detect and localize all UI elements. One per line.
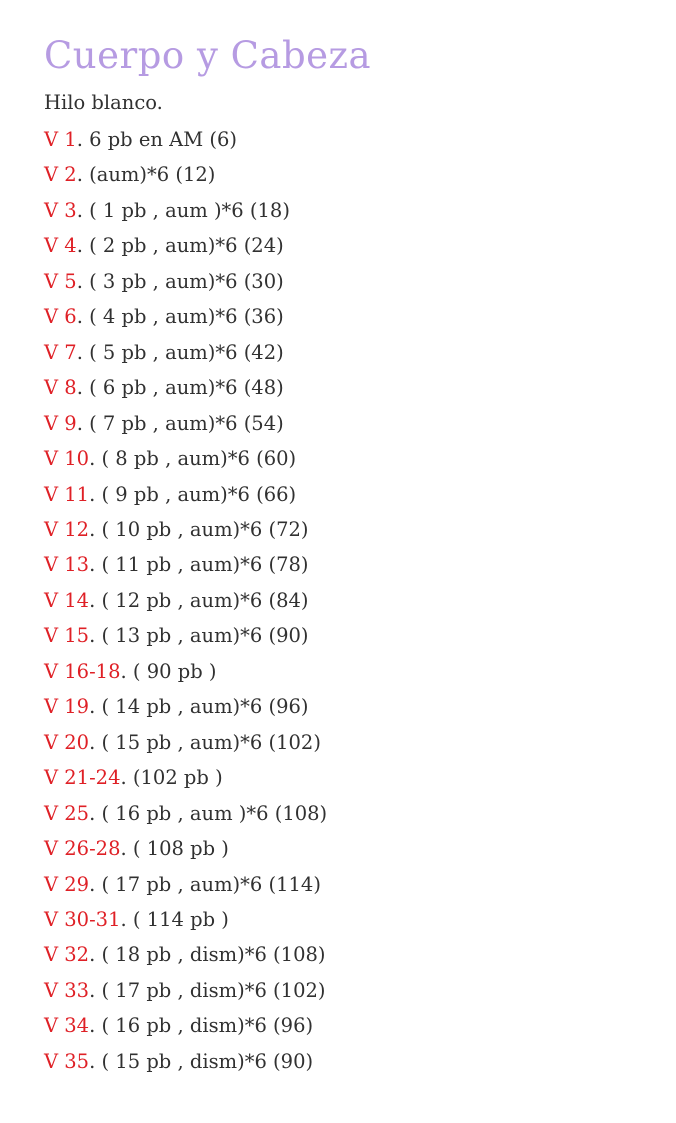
row-number: V 3 (44, 198, 77, 222)
row-separator: . (89, 447, 102, 471)
pattern-row (44, 725, 646, 760)
pattern-row (44, 370, 646, 405)
row-instruction: ( 18 pb , dism)*6 (108) (101, 943, 326, 967)
row-instruction: ( 6 pb , aum)*6 (48) (89, 376, 284, 400)
row-separator: . (76, 411, 90, 435)
row-instruction: ( 2 pb , aum)*6 (24) (89, 234, 284, 258)
row-separator: . (76, 376, 90, 400)
row-instruction: ( 7 pb , aum)*6 (54) (89, 411, 284, 435)
row-number: V 8 (44, 376, 77, 400)
pattern-row (44, 760, 646, 795)
row-number: V 15 (44, 624, 90, 648)
pattern-row (44, 654, 646, 689)
pattern-row (44, 796, 646, 831)
pattern-row (44, 157, 646, 192)
row-number: V 21-24 (44, 766, 121, 790)
pattern-row (44, 831, 646, 866)
row-separator: . (76, 163, 90, 187)
row-number: V 2 (44, 163, 77, 187)
row-instruction: (102 pb ) (132, 766, 223, 790)
row-separator: . (120, 907, 133, 931)
pattern-row (44, 867, 646, 902)
row-instruction: ( 12 pb , aum)*6 (84) (101, 588, 309, 612)
row-instruction: ( 1 pb , aum )*6 (18) (89, 198, 290, 222)
row-instruction: ( 9 pb , aum)*6 (66) (101, 482, 297, 506)
row-separator: . (120, 659, 133, 683)
row-number: V 25 (44, 801, 90, 825)
page-title: Cuerpo y Cabeza (44, 34, 372, 77)
pattern-row (44, 1008, 646, 1043)
row-separator: . (89, 1014, 102, 1038)
row-number: V 26-28 (44, 837, 121, 861)
row-number: V 5 (44, 269, 77, 293)
row-instruction: ( 15 pb , dism)*6 (90) (101, 1049, 314, 1073)
row-number: V 29 (44, 872, 90, 896)
row-separator: . (76, 269, 90, 293)
row-instruction: ( 14 pb , aum)*6 (96) (101, 695, 309, 719)
row-number: V 34 (44, 1014, 90, 1038)
row-number: V 4 (44, 234, 77, 258)
pattern-row (44, 193, 646, 228)
row-separator: . (89, 482, 102, 506)
pattern-row (44, 583, 646, 618)
pattern-row (44, 937, 646, 972)
pattern-row (44, 689, 646, 724)
row-separator: . (89, 553, 102, 577)
pattern-row (44, 441, 646, 476)
row-instruction: ( 90 pb ) (132, 659, 217, 683)
row-separator: . (89, 588, 102, 612)
row-separator: . (120, 766, 133, 790)
row-separator: . (89, 517, 102, 541)
pattern-row (44, 122, 646, 157)
intro-text: Hilo blanco. (44, 91, 163, 114)
pattern-rows (44, 122, 646, 1079)
row-separator: . (76, 128, 90, 151)
row-separator: . (89, 1049, 102, 1073)
row-number: V 35 (44, 1049, 90, 1073)
pattern-row (44, 618, 646, 653)
row-separator: . (89, 801, 102, 825)
row-instruction: ( 4 pb , aum)*6 (36) (89, 305, 284, 329)
row-instruction: ( 108 pb ) (132, 837, 229, 861)
row-separator: . (89, 730, 102, 754)
pattern-row (44, 406, 646, 441)
row-instruction: ( 5 pb , aum)*6 (42) (89, 340, 284, 364)
row-number: V 9 (44, 411, 77, 435)
row-instruction: ( 114 pb ) (132, 907, 229, 931)
row-number: V 7 (44, 340, 77, 364)
row-number: V 13 (44, 553, 90, 577)
row-number: V 10 (44, 447, 90, 471)
row-separator: . (89, 978, 102, 1002)
row-separator: . (89, 943, 102, 967)
row-number: V 14 (44, 588, 90, 612)
row-separator: . (89, 624, 102, 648)
pattern-row (44, 1044, 646, 1079)
pattern-row (44, 902, 646, 937)
row-separator: . (76, 234, 90, 258)
row-instruction: ( 10 pb , aum)*6 (72) (101, 517, 309, 541)
pattern-row (44, 973, 646, 1008)
row-instruction: ( 15 pb , aum)*6 (102) (101, 730, 321, 754)
row-number: V 33 (44, 978, 90, 1002)
row-separator: . (120, 837, 133, 861)
pattern-row (44, 228, 646, 263)
pattern-row (44, 512, 646, 547)
row-separator: . (76, 305, 90, 329)
row-instruction: ( 17 pb , dism)*6 (102) (101, 978, 326, 1002)
row-number: V 12 (44, 517, 90, 541)
row-instruction: ( 11 pb , aum)*6 (78) (101, 553, 309, 577)
row-instruction: (aum)*6 (12) (89, 163, 216, 187)
row-number: V 11 (44, 482, 90, 506)
row-separator: . (89, 695, 102, 719)
pattern-row (44, 264, 646, 299)
row-instruction: ( 16 pb , aum )*6 (108) (101, 801, 328, 825)
row-number: V 19 (44, 695, 90, 719)
row-instruction: ( 17 pb , aum)*6 (114) (101, 872, 321, 896)
pattern-row (44, 477, 646, 512)
pattern-row (44, 547, 646, 582)
row-number: V 1 (44, 128, 77, 151)
pattern-row (44, 335, 646, 370)
row-number: V 6 (44, 305, 77, 329)
row-number: V 30-31 (44, 907, 121, 931)
row-number: V 16-18 (44, 659, 121, 683)
pattern-row (44, 299, 646, 334)
row-instruction: ( 8 pb , aum)*6 (60) (101, 447, 297, 471)
row-separator: . (76, 340, 90, 364)
row-instruction: ( 16 pb , dism)*6 (96) (101, 1014, 314, 1038)
row-number: V 32 (44, 943, 90, 967)
row-instruction: ( 3 pb , aum)*6 (30) (89, 269, 284, 293)
row-instruction: ( 13 pb , aum)*6 (90) (101, 624, 309, 648)
row-instruction: 6 pb en AM (6) (89, 128, 238, 151)
row-number: V 20 (44, 730, 90, 754)
row-separator: . (89, 872, 102, 896)
row-separator: . (76, 198, 90, 222)
